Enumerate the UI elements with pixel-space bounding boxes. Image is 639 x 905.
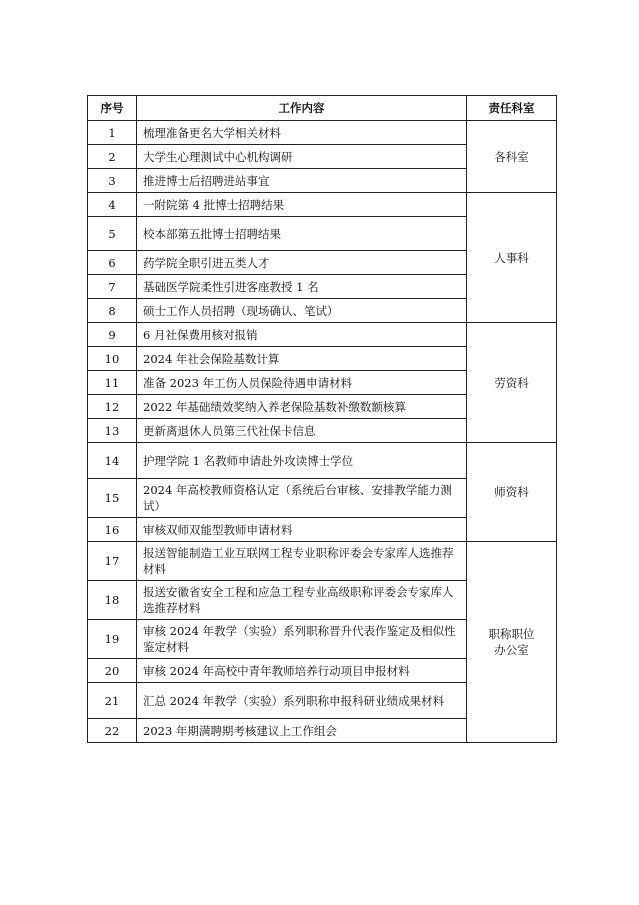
row-serial-number: 19 [88,620,137,659]
header-responsible-office: 责任科室 [467,96,557,121]
row-serial-number: 7 [88,275,137,299]
row-work-content: 审核 2024 年高校中青年教师培养行动项目申报材料 [137,659,467,683]
row-work-content: 2024 年高校教师资格认定（系统后台审核、安排教学能力测试） [137,479,467,518]
row-work-content: 准备 2023 年工伤人员保险待遇申请材料 [137,371,467,395]
row-serial-number: 17 [88,542,137,581]
table-row [88,443,557,479]
row-serial-number: 16 [88,518,137,542]
row-work-content: 一附院第 4 批博士招聘结果 [137,193,467,217]
row-work-content: 6 月社保费用核对报销 [137,323,467,347]
row-serial-number: 3 [88,169,137,193]
row-work-content: 校本部第五批博士招聘结果 [137,217,467,251]
row-work-content: 更新离退休人员第三代社保卡信息 [137,419,467,443]
row-work-content: 基础医学院柔性引进客座教授 1 名 [137,275,467,299]
row-serial-number: 11 [88,371,137,395]
row-serial-number: 4 [88,193,137,217]
row-work-content: 推进博士后招聘进站事宜 [137,169,467,193]
row-responsible-office: 师资科 [467,443,557,542]
row-work-content: 审核双师双能型教师申请材料 [137,518,467,542]
row-serial-number: 22 [88,719,137,743]
table-row [88,542,557,581]
row-responsible-office: 职称职位办公室 [467,542,557,743]
row-serial-number: 1 [88,121,137,145]
header-serial-number: 序号 [88,96,137,121]
row-work-content: 2022 年基础绩效奖纳入养老保险基数补缴数额核算 [137,395,467,419]
row-work-content: 大学生心理测试中心机构调研 [137,145,467,169]
row-work-content: 2024 年社会保险基数计算 [137,347,467,371]
row-serial-number: 8 [88,299,137,323]
row-responsible-office: 劳资科 [467,323,557,443]
row-work-content: 2023 年期满聘期考核建议上工作组会 [137,719,467,743]
table-row [88,323,557,347]
row-serial-number: 9 [88,323,137,347]
table-row [88,121,557,145]
row-serial-number: 2 [88,145,137,169]
row-work-content: 报送安徽省安全工程和应急工程专业高级职称评委会专家库人选推荐材料 [137,581,467,620]
row-serial-number: 5 [88,217,137,251]
row-serial-number: 20 [88,659,137,683]
row-responsible-office: 人事科 [467,193,557,323]
row-serial-number: 18 [88,581,137,620]
header-work-content: 工作内容 [137,96,467,121]
row-work-content: 护理学院 1 名教师申请赴外攻读博士学位 [137,443,467,479]
table-header-row [88,96,557,121]
document-page [87,95,556,743]
row-serial-number: 15 [88,479,137,518]
row-work-content: 审核 2024 年教学（实验）系列职称晋升代表作鉴定及相似性鉴定材料 [137,620,467,659]
row-serial-number: 6 [88,251,137,275]
table-row [88,193,557,217]
row-serial-number: 14 [88,443,137,479]
row-responsible-office: 各科室 [467,121,557,193]
row-work-content: 报送智能制造工业互联网工程专业职称评委会专家库人选推荐材料 [137,542,467,581]
row-work-content: 梳理准备更名大学相关材料 [137,121,467,145]
row-serial-number: 10 [88,347,137,371]
row-serial-number: 12 [88,395,137,419]
row-work-content: 硕士工作人员招聘（现场确认、笔试） [137,299,467,323]
row-serial-number: 21 [88,683,137,719]
row-work-content: 汇总 2024 年教学（实验）系列职称申报科研业绩成果材料 [137,683,467,719]
work-plan-table [87,95,557,743]
row-serial-number: 13 [88,419,137,443]
table-body [88,121,557,743]
row-work-content: 药学院全职引进五类人才 [137,251,467,275]
